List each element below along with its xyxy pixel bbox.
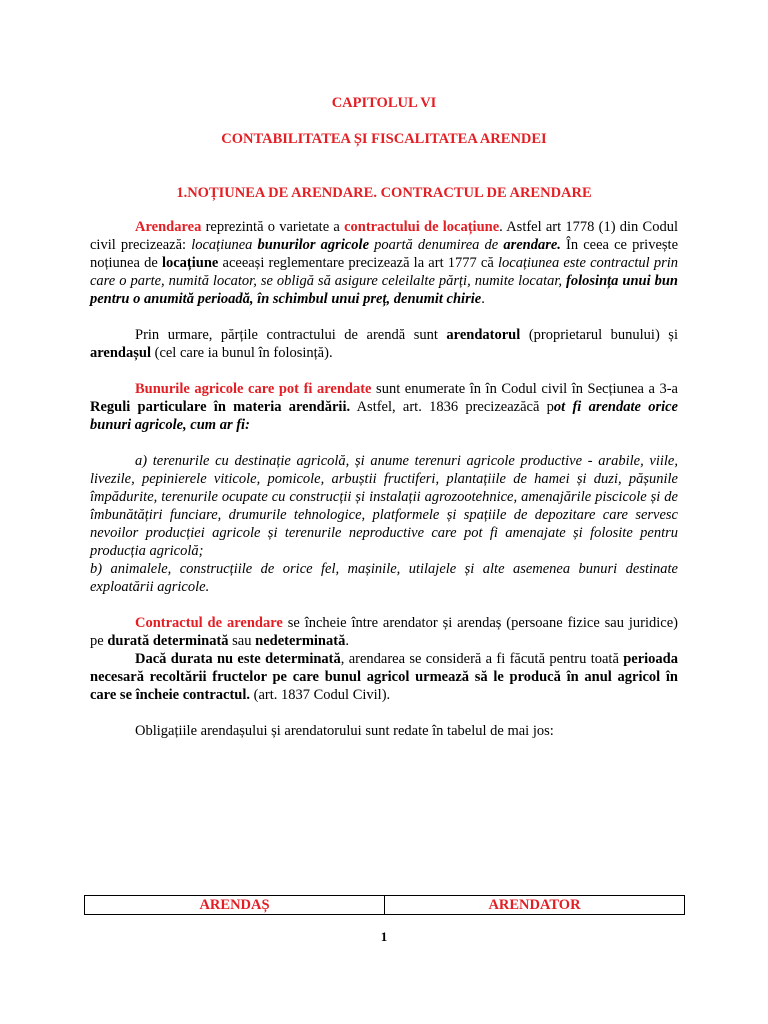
text-run: sau xyxy=(228,633,256,649)
text-run: (art. 1837 Codul Civil). xyxy=(250,687,391,703)
text-run-bold: Reguli particulare în materia arendării. xyxy=(90,399,351,415)
text-run: se încheie între arendator și arendaș (persoane fizice sau juridice) pe xyxy=(90,615,678,649)
text-run-bold-italic: arendare. xyxy=(503,237,561,253)
text-run-bold-italic: folosința unui bun pentru o anumită perioadă, în schimbul unui preț, denumit chirie xyxy=(90,273,678,307)
text-run: aceeași reglementare precizează la art 1777 că xyxy=(218,255,498,271)
text-run-bold: locațiune xyxy=(161,255,219,271)
term-arendarea: Arendarea xyxy=(135,219,202,235)
text-run-italic: poartă denumirea de xyxy=(369,237,504,253)
list-item-a: a) terenurile cu destinație agricolă, și anume terenuri agricole productive - arabile, viile, livezile, pepinierele viticole, pomicole, arbuștii fructiferi, plantațiile de hamei și duzi, pășunile împădurite, terenurile ocupate cu construcții și instalații agrozootehnice, amenajările piscicole și de îmbunătățiri funciare, drumurile tehnologice, platformele și spațiile de depozitare care servesc nevoilor producției agricole și terenurile neproductive care pot fi amenajate și folosite pentru producția agricolă; xyxy=(90,453,678,559)
text-run-bold: Dacă durata nu este determinată xyxy=(135,651,341,667)
text-run-bold: perioada necesară recoltării fructelor pe care bunul agricol urmează să le producă în anul agricol în care se încheie contractul. xyxy=(90,651,678,703)
text-run-italic: locațiunea este contractul prin care o parte, numită locator, se obligă să asigure celeilalte părți, numite locatar, xyxy=(90,255,679,289)
term-contractul-de-arendare: Contractul de arendare xyxy=(135,615,283,631)
paragraph-partile xyxy=(90,326,678,362)
paragraph-durata xyxy=(90,650,678,704)
text-run: , arendarea se consideră a fi făcută pentru toată xyxy=(340,651,624,667)
text-run: (proprietarul bunului) și xyxy=(520,327,678,343)
obligations-table xyxy=(84,895,685,915)
text-run-bold-italic: bunurilor agricole xyxy=(257,237,370,253)
text-run-italic: locațiunea xyxy=(191,237,258,253)
column-header-arendas: ARENDAȘ xyxy=(85,896,385,915)
table-header-row xyxy=(85,896,685,915)
paragraph-arendarea xyxy=(90,218,678,308)
chapter-number: CAPITOLUL VI xyxy=(331,95,437,111)
text-run-bold-italic: ot fi arendate orice bunuri agricole, cum ar fi: xyxy=(90,399,678,433)
list-item-b: b) animalele, construcțiile de orice fel, mașinile, utilajele și alte asemenea bunuri destinate exploatării agricole. xyxy=(90,561,678,595)
text-run: Astfel, art. 1836 precizeazăcă p xyxy=(350,399,554,415)
page-number: 1 xyxy=(380,929,388,944)
text-run-bold: nedeterminată xyxy=(255,633,346,649)
chapter-title: CONTABILITATEA ȘI FISCALITATEA ARENDEI xyxy=(221,131,547,147)
text-run: În ceea ce privește noțiunea de xyxy=(90,237,678,271)
column-header-arendator: ARENDATOR xyxy=(385,896,685,915)
text-run: . xyxy=(481,291,485,307)
text-run: (cel care ia bunul în folosință). xyxy=(150,345,333,361)
paragraph-obligatii: Obligațiile arendașului și arendatorului sunt redate în tabelul de mai jos: xyxy=(135,723,554,739)
paragraph-contractul xyxy=(90,614,678,650)
text-run-bold: arendașul xyxy=(90,345,151,361)
text-run-bold: arendatorul xyxy=(446,327,521,343)
term-bunuri-agricole: Bunurile agricole care pot fi arendate xyxy=(135,381,372,397)
section-title: 1.NOȚIUNEA DE ARENDARE. CONTRACTUL DE ARENDARE xyxy=(176,185,592,201)
term-contract-locatiune: contractului de locațiune xyxy=(344,219,500,235)
text-run: . Astfel art 1778 (1) din Codul civil precizează: xyxy=(90,219,678,253)
text-run: sunt enumerate în în Codul civil în Secțiunea a 3-a xyxy=(371,381,678,397)
text-run: Prin urmare, părțile contractului de arendă sunt xyxy=(135,327,447,343)
text-run-bold: durată determinată xyxy=(107,633,229,649)
paragraph-bunurile xyxy=(90,380,678,434)
text-run: reprezintă o varietate a xyxy=(201,219,345,235)
text-run: . xyxy=(345,633,349,649)
